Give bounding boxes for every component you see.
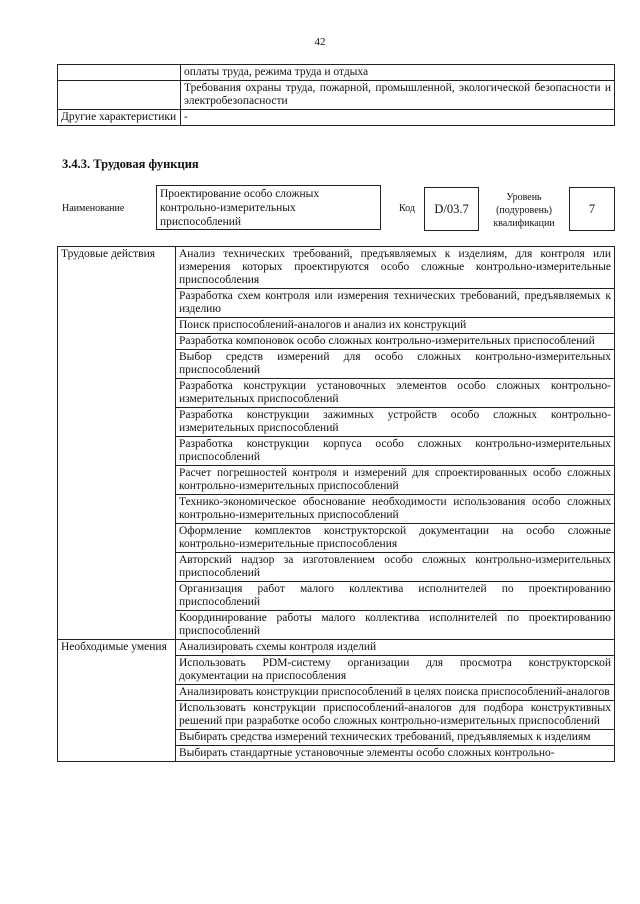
table-cell-text: оплаты труда, режима труда и отдыха xyxy=(181,65,615,81)
table-cell-text: Координирование работы малого коллектива исполнителей по проектированию приспособлений xyxy=(176,611,615,640)
table-row xyxy=(58,65,615,81)
table-cell-text: Анализировать схемы контроля изделий xyxy=(176,640,615,656)
table-cell-text: Разработка конструкции зажимных устройств особо сложных контрольно-измерительных приспособлений xyxy=(176,408,615,437)
table-cell-text: Разработка компоновок особо сложных контрольно-измерительных приспособлений xyxy=(176,334,615,350)
table-cell-text: Использовать PDM-систему организации для просмотра конструкторской документации на приспособления xyxy=(176,656,615,685)
table-row xyxy=(58,247,615,289)
table-cell-text: Требования охраны труда, пожарной, промышленной, экологической безопасности и электробезопасности xyxy=(181,81,615,110)
code-box: D/03.7 xyxy=(424,187,479,231)
table-cell-text: Оформление комплектов конструкторской документации на особо сложные контрольно-измерительные приспособления xyxy=(176,524,615,553)
table-cell-text: Организация работ малого коллектива исполнителей по проектированию приспособлений xyxy=(176,582,615,611)
skills-label: Необходимые умения xyxy=(58,640,176,762)
table-cell-empty xyxy=(58,65,181,81)
labor-function-table xyxy=(57,246,615,762)
section-heading: 3.4.3. Трудовая функция xyxy=(62,157,199,171)
qualification-level-box: 7 xyxy=(569,187,615,231)
table-cell-text: Технико-экономическое обоснование необходимости использования особо сложных контрольно-измерительных приспособлений xyxy=(176,495,615,524)
table-row xyxy=(58,81,615,110)
table-cell-text: Разработка схем контроля или измерения технических требований, предъявляемых к изделию xyxy=(176,289,615,318)
qualification-level-label: Уровень (подуровень) квалификации xyxy=(493,192,555,229)
other-characteristics-label: Другие характеристики xyxy=(58,110,181,126)
table-cell-text: Использовать конструкции приспособлений-аналогов для подбора конструктивных решений при разработке особо сложных контрольно-измерительных приспособлений xyxy=(176,701,615,730)
table-row xyxy=(58,110,615,126)
function-name-box: Проектирование особо сложных контрольно-измерительных приспособлений xyxy=(156,185,381,230)
labor-actions-label: Трудовые действия xyxy=(58,247,176,640)
other-characteristics-value: - xyxy=(181,110,615,126)
table-cell-text: Расчет погрешностей контроля и измерений для спроектированных особо сложных контрольно-измерительных приспособлений xyxy=(176,466,615,495)
table-cell-text: Выбирать средства измерений технических требований, предъявляемых к изделиям xyxy=(176,730,615,746)
table-cell-empty xyxy=(58,81,181,110)
table-cell-text: Выбор средств измерений для особо сложных контрольно-измерительных приспособлений xyxy=(176,350,615,379)
table-cell-text: Разработка конструкции корпуса особо сложных контрольно-измерительных приспособлений xyxy=(176,437,615,466)
page-number: 42 xyxy=(314,36,326,48)
table-row xyxy=(58,640,615,656)
continued-table xyxy=(57,64,615,126)
name-label: Наименование xyxy=(62,203,125,214)
table-cell-text: Выбирать стандартные установочные элементы особо сложных контрольно- xyxy=(176,746,615,762)
table-cell-text: Поиск приспособлений-аналогов и анализ их конструкций xyxy=(176,318,615,334)
code-label: Код xyxy=(399,203,415,214)
table-cell-text: Анализ технических требований, предъявляемых к изделиям, для контроля или измерения которых проектируются особо сложные контрольно-измерительные приспособления xyxy=(176,247,615,289)
table-cell-text: Авторский надзор за изготовлением особо сложных контрольно-измерительных приспособлений xyxy=(176,553,615,582)
table-cell-text: Анализировать конструкции приспособлений в целях поиска приспособлений-аналогов xyxy=(176,685,615,701)
table-cell-text: Разработка конструкции установочных элементов особо сложных контрольно-измерительных приспособлений xyxy=(176,379,615,408)
